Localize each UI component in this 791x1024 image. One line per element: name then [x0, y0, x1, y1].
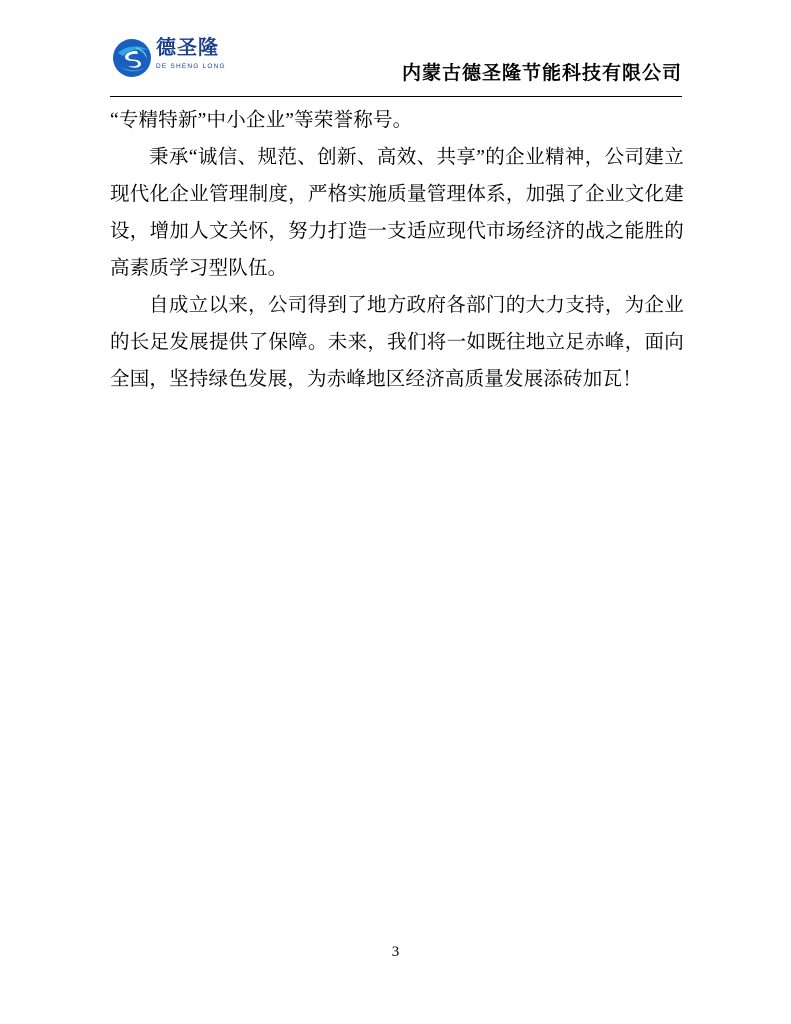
logo-wordmark	[156, 36, 230, 82]
paragraph-2: 秉承“诚信、规范、创新、高效、共享”的企业精神，公司建立现代化企业管理制度，严格实施质量管理体系，加强了企业文化建设，增加人文关怀，努力打造一支适应现代市场经济的战之能胜的高素质学习型队伍。	[110, 147, 684, 279]
header-divider	[110, 96, 682, 97]
page-number: 3	[391, 944, 400, 960]
document-header	[110, 32, 682, 94]
company-logo	[110, 32, 230, 88]
ds-swoosh-logo-icon	[110, 36, 154, 80]
document-body	[110, 102, 684, 398]
logo-chinese-name: 德圣隆	[156, 37, 219, 59]
paragraph-3: 自成立以来，公司得到了地方政府各部门的大力支持，为企业的长足发展提供了保障。未来，我们将一如既往地立足赤峰，面向全国，坚持绿色发展，为赤峰地区经济高质量发展添砖加瓦！	[110, 295, 684, 390]
logo-english-name: DE SHENG LONG	[156, 63, 226, 70]
paragraph-1: “专精特新”中小企业”等荣誉称号。	[110, 110, 413, 131]
company-name-heading: 内蒙古德圣隆节能科技有限公司	[401, 63, 682, 84]
